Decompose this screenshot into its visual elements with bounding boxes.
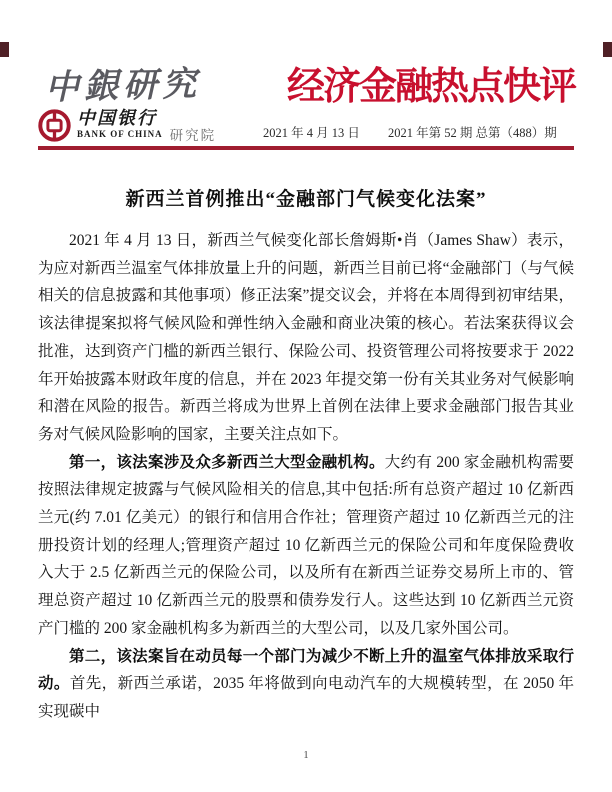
bank-name-en: BANK OF CHINA [77, 129, 163, 139]
masthead-title: 经济金融热点快评 [286, 66, 575, 108]
paragraph-text: 大约有 200 家金融机构需要按照法律规定披露与气候风险相关的信息,其中包括:所有总资产超过 10 亿新西兰元(约 7.01 亿美元）的银行和信用合作社；管理资产超过 10 亿新西兰元的注册投资计划的经理人;管理资产超过 10 亿新西兰元的保险公司和年度保险费收入大于 2.5 亿新西兰元的保险公司，以及所有在新西兰证券交易所上市的、管理总资产超过 10 亿新西兰元的股票和债券发行人。这些达到 10 亿新西兰元资产门槛的 200 家金融机构多为新西兰的大型公司，以及几家外国公司。 [38, 453, 574, 637]
boc-research-script-logo: 中銀研究 [44, 63, 202, 109]
issue-date: 2021 年 4 月 13 日 [263, 126, 360, 140]
paragraph-lead: 第一，该法案涉及众多新西兰大型金融机构。 [69, 453, 385, 471]
corner-mark-right [603, 42, 612, 57]
bank-name-cn: 中国银行 [77, 108, 157, 129]
header-divider [38, 146, 574, 150]
bank-name-block [77, 109, 163, 140]
paragraph-text: 2021 年 4 月 13 日，新西兰气候变化部长詹姆斯•肖（James Shaw）表示，为应对新西兰温室气体排放量上升的问题，新西兰目前已将“金融部门（与气候相关的信息披露和其他事项）修正法案”提交议会，并将在本周得到初审结果，该法律提案拟将气候风险和弹性纳入金融和商业决策的核心。若法案获得议会批准，达到资产门槛的新西兰银行、保险公司、投资管理公司将按要求于 2022 年开始披露本财政年度的信息，并在 2023 年提交第一份有关其业务对气候影响和潜在风险的报告。新西兰将成为世界上首例在法律上要求金融部门报告其业务对气候风险影响的国家，主要关注点如下。 [38, 232, 574, 443]
paragraph [38, 449, 574, 643]
corner-mark-left [0, 42, 9, 57]
paragraph-lead: 第二，该法案旨在动员每一个部门为减少不断上升的温室气体排放采取行动。 [38, 647, 574, 693]
issue-number: 2021 年第 52 期 总第（488）期 [388, 126, 557, 140]
paragraph-text: 首先，新西兰承诺，2035 年将做到向电动汽车的大规模转型，在 2050 年实现碳中 [38, 675, 574, 720]
article-body [38, 227, 574, 726]
article-title: 新西兰首例推出“金融部门气候变化法案” [125, 189, 487, 210]
paragraph [38, 227, 574, 449]
bank-of-china-coin-icon [38, 109, 71, 142]
page-number: 1 [303, 750, 309, 761]
bank-logo-group [38, 109, 216, 144]
paragraph [38, 643, 574, 726]
research-institute-label: 研究院 [169, 128, 217, 143]
